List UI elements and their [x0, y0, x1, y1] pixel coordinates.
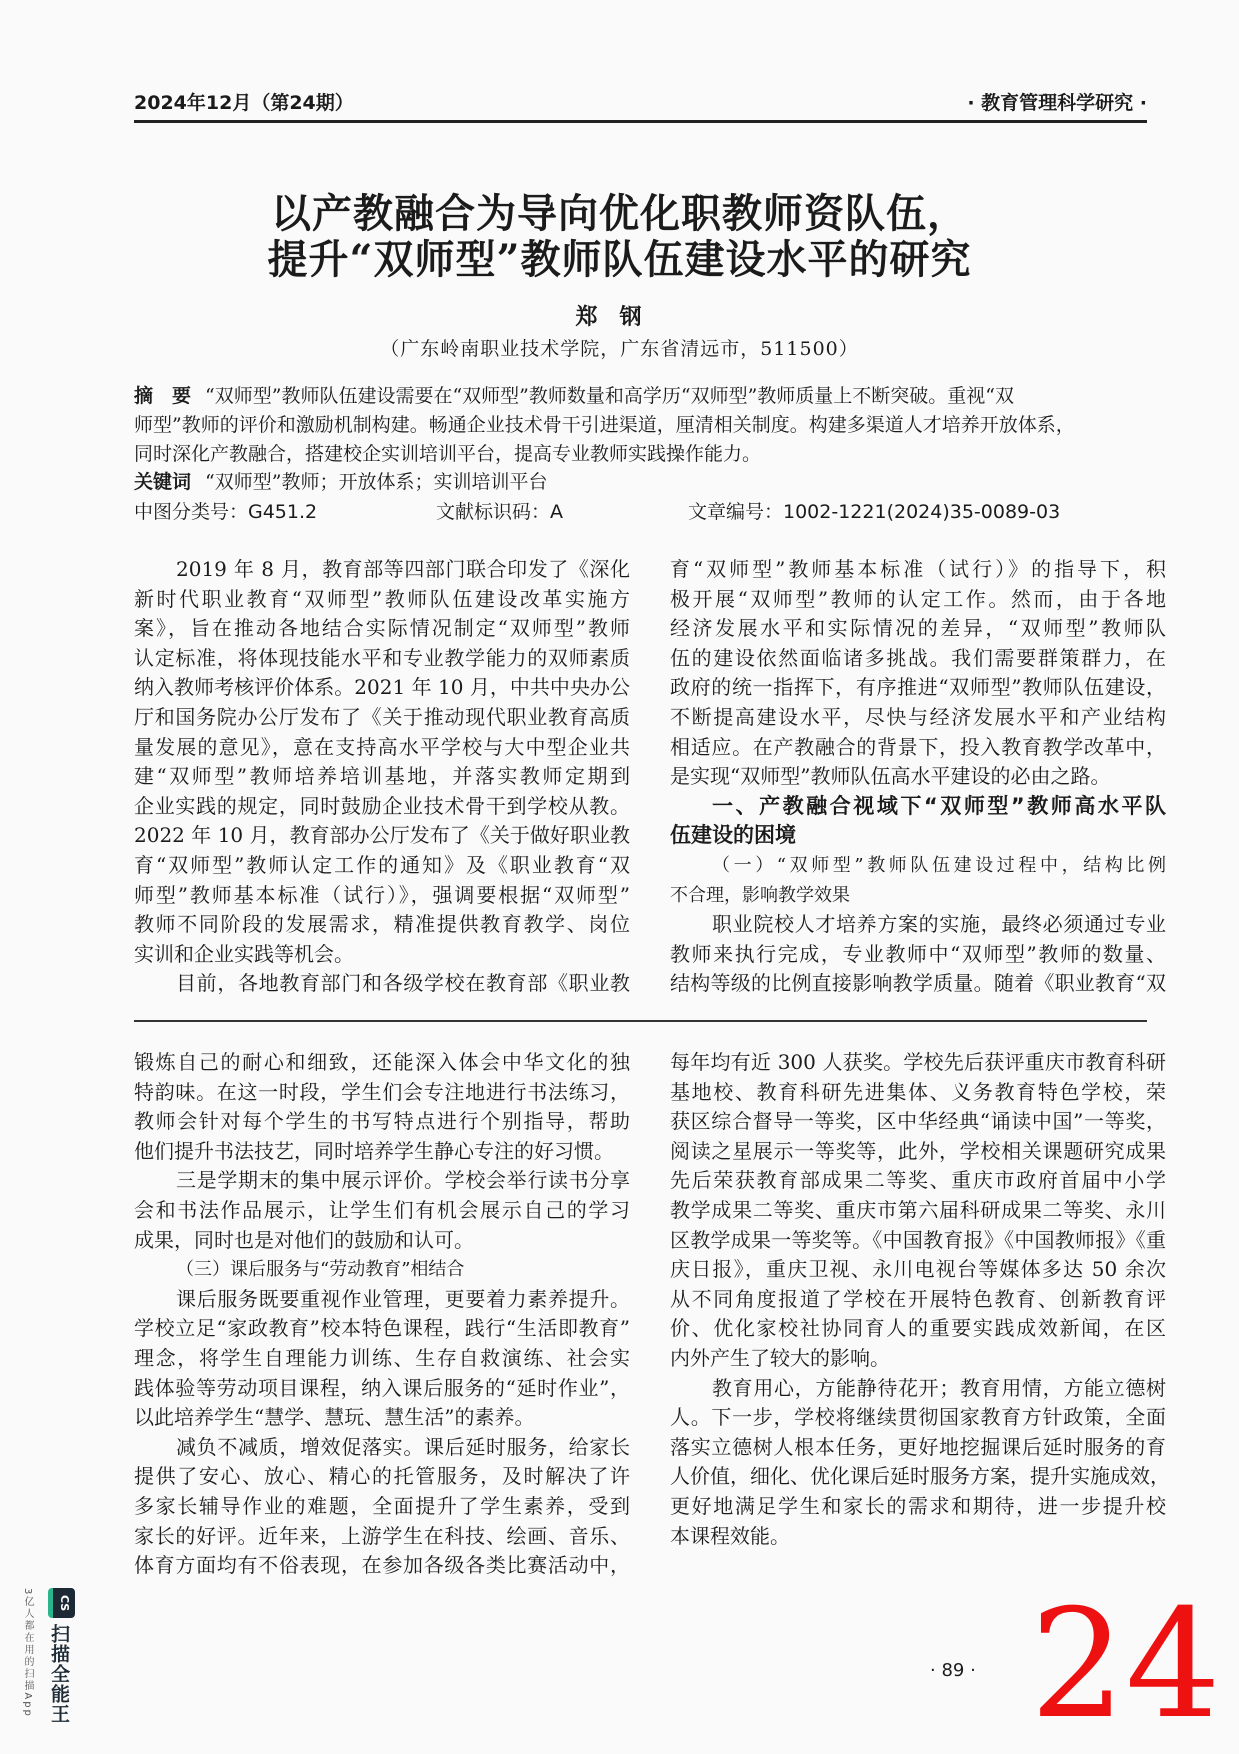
keywords-label: 关键词	[134, 471, 192, 493]
clc-number: 中图分类号：G451.2	[134, 501, 318, 523]
section-divider	[134, 1020, 1147, 1022]
section-heading-line: 一、产教融合视域下“双师型”教师高水平队	[712, 793, 1166, 818]
paragraph-line: 基地校、教育科研先进集体、义务教育特色学校，荣	[670, 1079, 1166, 1104]
paragraph-line: 体育方面均有不俗表现，在参加各级各类比赛活动中，	[134, 1553, 630, 1578]
paragraph-line: 政府的统一指挥下，有序推进“双师型”教师队伍建设，	[670, 675, 1166, 700]
paragraph-line: 会和书法作品展示，让学生们有机会展示自己的学习	[134, 1197, 630, 1222]
paragraph-line: 以此培养学生“慧学、慧玩、慧生活”的素养。	[134, 1405, 535, 1430]
paragraph-line: 人价值，细化、优化课后延时服务方案，提升实施成效，	[670, 1464, 1170, 1489]
paragraph-line: 纳入教师考核评价体系。2021 年 10 月，中共中央办公	[134, 675, 630, 700]
paragraph-line: 实训和企业实践等机会。	[134, 941, 354, 966]
paragraph-line: 成果，同时也是对他们的鼓励和认可。	[134, 1227, 474, 1252]
paragraph-line: 教育用心，方能静待花开；教育用情，方能立德树	[712, 1375, 1166, 1400]
paragraph-line: 价、优化家校社协同育人的重要实践成效新闻，在区	[670, 1316, 1166, 1341]
paragraph-line: 获区综合督导一等奖，区中华经典“诵读中国”一等奖，	[670, 1109, 1166, 1134]
paragraph-line: 育“双师型”教师认定工作的通知》及《职业教育“双	[134, 852, 630, 877]
paragraph-line: 阅读之星展示一等奖等，此外，学校相关课题研究成果	[670, 1138, 1166, 1163]
paragraph-line: 建“双师型”教师培养培训基地，并落实教师定期到	[134, 764, 630, 789]
journal-name: · 教育管理科学研究 ·	[967, 92, 1147, 114]
affiliation: （广东岭南职业技术学院，广东省清远市，511500）	[380, 338, 859, 360]
paragraph-line: 2019 年 8 月，教育部等四部门联合印发了《深化	[176, 557, 630, 581]
keywords	[134, 468, 1147, 497]
paragraph-line: 学校立足“家政教育”校本特色课程，践行“生活即教育”	[134, 1316, 630, 1341]
paragraph-line: 案》，旨在推动各地结合实际情况制定“双师型”教师	[134, 616, 630, 641]
keywords-text: “双师型”教师；开放体系；实训培训平台	[205, 471, 548, 493]
lower-left-column	[134, 1048, 630, 1581]
paragraph-line: 理念，将学生自理能力训练、生存自救演练、社会实	[134, 1345, 630, 1370]
article-title-line-1: 以产教融合为导向优化职教师资队伍，	[271, 190, 968, 237]
paragraph-line: 相适应。在产教融合的背景下，投入教育教学改革中，	[670, 734, 1166, 759]
paragraph-line: 从不同角度报道了学校在开展特色教育、创新教育评	[670, 1286, 1166, 1311]
abstract-line-2: 师型”教师的评价和激励机制构建。畅通企业技术骨干引进渠道，厘清相关制度。构建多渠道人才培养开放体系，	[134, 414, 1075, 436]
paragraph-line: 教师不同阶段的发展需求，精准提供教育教学、岗位	[134, 912, 630, 937]
issue-date: 2024年12月（第24期）	[134, 92, 354, 114]
paragraph-line: 教学成果二等奖、重庆市第六届科研成果二等奖、永川	[670, 1197, 1166, 1222]
paragraph-line: 更好地满足学生和家长的需求和期待，进一步提升校	[670, 1493, 1166, 1518]
article-title-line-2: 提升“双师型”教师队伍建设水平的研究	[267, 236, 972, 283]
paragraph-line: 是实现“双师型”教师队伍高水平建设的必由之路。	[670, 764, 1111, 789]
paragraph-line: 育“双师型”教师基本标准（试行）》的指导下，积	[670, 557, 1166, 581]
handwritten-red-mark: 24	[1030, 1578, 1221, 1752]
paragraph-line: 量发展的意见》，意在支持高水平学校与大中型企业共	[134, 734, 630, 759]
subsection-heading-line: （一）“双师型”教师队伍建设过程中，结构比例	[712, 854, 1166, 876]
paragraph-line: 提供了安心、放心、精心的托管服务，及时解决了许	[134, 1464, 630, 1489]
abstract-label: 摘 要	[134, 385, 192, 407]
paragraph-line: 企业实践的规定，同时鼓励企业技术骨干到学校从教。	[134, 793, 630, 818]
paragraph-line: 2022 年 10 月，教育部办公厅发布了《关于做好职业教	[134, 823, 630, 848]
lower-right-column	[670, 1048, 1170, 1551]
document-code: 文献标识码：A	[436, 501, 563, 523]
paragraph-line: 教师来执行完成，专业教师中“双师型”教师的数量、	[670, 941, 1166, 966]
paragraph-line: 师型”教师基本标准（试行）》，强调要根据“双师型”	[134, 882, 630, 907]
paragraph-line: 践体验等劳动项目课程，纳入课后服务的“延时作业”，	[134, 1375, 630, 1400]
scanner-watermark-name: 扫描全能王	[48, 1624, 70, 1724]
article-number: 文章编号：1002-1221(2024)35-0089-03	[688, 501, 1061, 523]
paragraph-line: 三是学期末的集中展示评价。学校会举行读书分享	[176, 1168, 630, 1193]
upper-right-column	[670, 555, 1166, 999]
subsection-heading-line: （三）课后服务与“劳动教育”相结合	[176, 1259, 465, 1281]
paragraph-line: 认定标准，将体现技能水平和专业教学能力的双师素质	[134, 645, 630, 670]
paragraph-line: 人。下一步，学校将继续贯彻国家教育方针政策，全面	[670, 1405, 1166, 1430]
paragraph-line: 不断提高建设水平，尽快与经济发展水平和产业结构	[670, 704, 1166, 729]
page-number: · 89 ·	[930, 1660, 976, 1681]
paragraph-line: 减负不减质，增效促落实。课后延时服务，给家长	[176, 1434, 630, 1459]
paragraph-line: 教师会针对每个学生的书写特点进行个别指导，帮助	[134, 1109, 630, 1134]
abstract-line-1	[134, 382, 1147, 411]
paragraph-line: 内外产生了较大的影响。	[670, 1345, 890, 1370]
header-rule	[134, 120, 1147, 123]
paragraph-line: 先后荣获教育部成果二等奖、重庆市政府首届中小学	[670, 1168, 1166, 1193]
paragraph-line: 课后服务既要重视作业管理，更要着力素养提升。	[176, 1286, 630, 1311]
paragraph-line: 厅和国务院办公厅发布了《关于推动现代职业教育高质	[134, 704, 630, 729]
paragraph-line: 落实立德树人根本任务，更好地挖掘课后延时服务的育	[670, 1434, 1166, 1459]
paragraph-line: 庆日报》，重庆卫视、永川电视台等媒体多达 50 余次	[670, 1257, 1166, 1282]
paragraph-line: 区教学成果一等奖等。《中国教育报》《中国教师报》《重	[670, 1227, 1166, 1252]
abstract-text: “双师型”教师队伍建设需要在“双师型”教师数量和高学历“双师型”教师质量上不断突破。重视“双	[205, 385, 1015, 407]
upper-left-column	[134, 555, 630, 999]
paragraph-line: 他们提升书法技艺，同时培养学生静心专注的好习惯。	[134, 1138, 614, 1163]
paragraph-line: 伍的建设依然面临诸多挑战。我们需要群策群力，在	[670, 645, 1166, 670]
paragraph-line: 本课程效能。	[670, 1523, 790, 1548]
paragraph-line: 目前，各地教育部门和各级学校在教育部《职业教	[176, 971, 630, 996]
paragraph-line: 特韵味。在这一时段，学生们会专注地进行书法练习，	[134, 1079, 630, 1104]
paragraph-line: 职业院校人才培养方案的实施，最终必须通过专业	[712, 912, 1166, 937]
scanner-watermark-slogan: 3亿人都在用的扫描App	[22, 1588, 33, 1718]
paragraph-line: 结构等级的比例直接影响教学质量。随着《职业教育“双	[670, 971, 1166, 996]
author: 郑钢	[575, 304, 664, 330]
paragraph-line: 新时代职业教育“双师型”教师队伍建设改革实施方	[134, 586, 630, 611]
paragraph-line: 锻炼自己的耐心和细致，还能深入体会中华文化的独	[134, 1050, 630, 1074]
paragraph-line: 经济发展水平和实际情况的差异，“双师型”教师队	[670, 616, 1166, 641]
abstract-line-3: 同时深化产教融合，搭建校企实训培训平台，提高专业教师实践操作能力。	[134, 443, 762, 465]
scanner-logo-icon: CS	[48, 1588, 75, 1618]
paragraph-line: 极开展“双师型”教师的认定工作。然而，由于各地	[670, 586, 1166, 611]
paragraph-line: 每年均有近 300 人获奖。学校先后获评重庆市教育科研	[670, 1050, 1166, 1074]
subsection-heading-line: 不合理，影响教学效果	[670, 884, 850, 906]
section-heading-line: 伍建设的困境	[670, 823, 796, 848]
paragraph-line: 多家长辅导作业的难题，全面提升了学生素养，受到	[134, 1493, 630, 1518]
paragraph-line: 家长的好评。近年来，上游学生在科技、绘画、音乐、	[134, 1523, 630, 1548]
